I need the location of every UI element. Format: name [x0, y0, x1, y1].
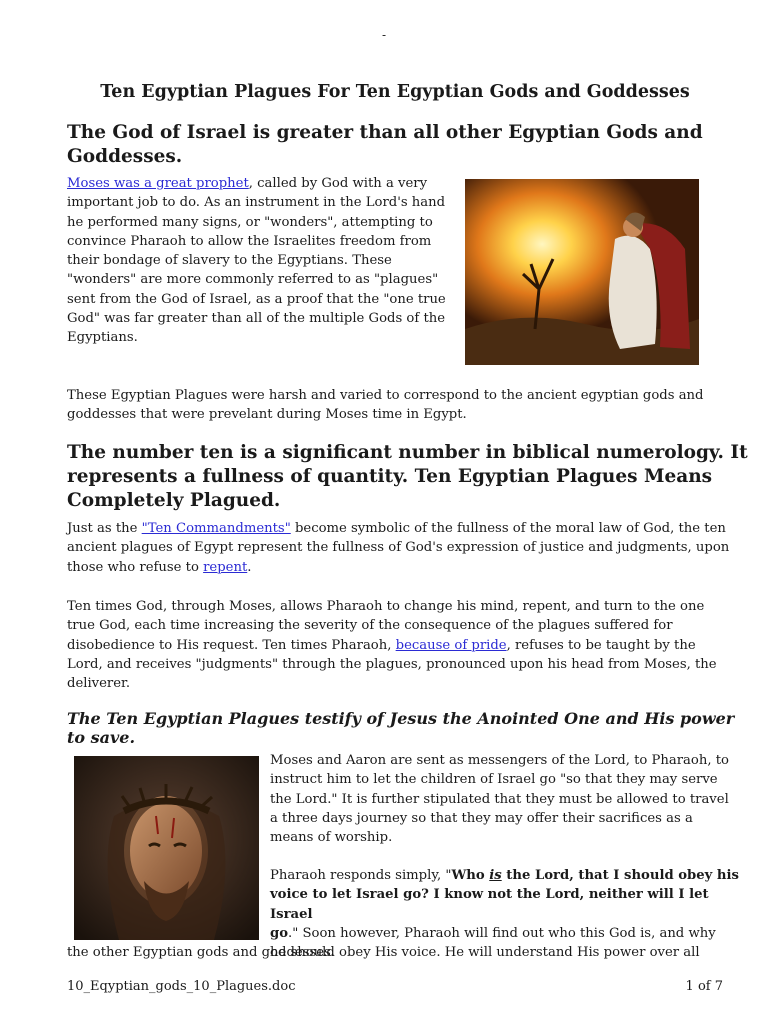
text: Who — [451, 868, 490, 883]
text: instruct him to let the children of Israel go "so that they may serve — [270, 772, 718, 788]
text: Moses and Aaron are sent as messengers of the Lord, to Pharaoh, to — [270, 753, 729, 768]
text: Just as the — [67, 521, 142, 536]
moses-prophet-link[interactable]: Moses was a great prophet — [67, 176, 249, 191]
text: the other Egyptian gods and goddesses. — [67, 945, 335, 960]
text: , refuses to be taught by the — [506, 637, 696, 653]
text: Ten times God, through Moses, allows Pharaoh to change his mind, repent, and turn to the one — [67, 599, 705, 614]
text: voice to let Israel go? I know not the Lord, neither will I let Israel — [270, 887, 709, 922]
section2-paragraph-1 — [67, 519, 757, 577]
text: true God, each time increasing the severity of the consequence of the plagues suffered for — [67, 618, 673, 634]
text: Pharaoh responds simply, " — [270, 868, 452, 883]
section2-heading-line: represents a fullness of quantity. Ten Egyptian Plagues Means — [67, 466, 713, 487]
section1-line: sent from the God of Israel, as a proof that the "one true — [67, 291, 446, 307]
section1-para2-line: These Egyptian Plagues were harsh and varied to correspond to the ancient egyptian gods and — [67, 388, 704, 403]
text: those who refuse to — [67, 559, 204, 575]
footer-page-number: 1 of 7 — [685, 979, 723, 994]
section1-heading-line1: The God of Israel is greater than all other Egyptian Gods and — [67, 122, 703, 143]
text: become symbolic of the fullness of the moral law of God, the ten — [290, 521, 726, 536]
text: . — [247, 559, 252, 575]
section3-paragraph-1 — [270, 751, 740, 847]
text: means of worship. — [270, 830, 393, 846]
text: Lord, and receives "judgments" through the plagues, pronounced upon his head from Moses, the — [67, 656, 717, 672]
section2-paragraph-2 — [67, 597, 757, 693]
emphasis-is: is — [489, 868, 502, 883]
section1-line: "wonders" are more commonly referred to as "plagues" — [67, 272, 439, 288]
document-title: Ten Egyptian Plagues For Ten Egyptian Gods and Goddesses — [100, 82, 690, 102]
section3-last-line — [67, 943, 747, 962]
footer-filename: 10_Eqyptian_gods_10_Plagues.doc — [67, 979, 296, 994]
section1-para2-line: goddesses that were prevelant during Moses time in Egypt. — [67, 407, 467, 423]
text: disobedience to His request. Ten times Pharaoh, — [67, 637, 396, 653]
header-mark: - — [381, 28, 387, 42]
section1-line: he performed many signs, or "wonders", attempting to — [67, 214, 433, 230]
because-of-pride-link[interactable]: because of pride — [395, 637, 507, 653]
section2-heading-line: Completely Plagued. — [67, 490, 281, 511]
section2-heading-line: The number ten is a significant number in biblical numerology. It — [67, 442, 748, 463]
text: the Lord, that I should obey his — [501, 868, 739, 883]
section1-line: their bondage of slavery to the Egyptians. These — [67, 253, 392, 269]
section1-paragraph-2 — [67, 386, 747, 425]
ten-commandments-link[interactable]: "Ten Commandments" — [141, 521, 291, 536]
burning-bush-image — [465, 179, 699, 365]
section1-paragraph — [67, 174, 452, 348]
section3-heading: The Ten Egyptian Plagues testify of Jesus the Anointed One and His power to save. — [67, 709, 735, 747]
section1-line: Egyptians. — [67, 330, 138, 346]
text: a three days journey so that they may offer their sacrifices as a — [270, 810, 693, 826]
text: deliverer. — [67, 676, 131, 692]
section1-line: convince Pharaoh to allow the Israelites freedom from — [67, 233, 432, 249]
section2-heading — [67, 441, 757, 513]
text: go — [270, 925, 289, 941]
text: ." Soon however, Pharaoh will find out who this God is, and why — [288, 925, 716, 941]
section1-line: God" was far greater than all of the multiple Gods of the — [67, 311, 446, 327]
crown-of-thorns-image — [74, 756, 259, 940]
section1-line: important job to do. As an instrument in the Lord's hand — [67, 195, 446, 211]
text: the Lord." It is further stipulated that they must be allowed to travel — [270, 791, 729, 807]
text: ancient plagues of Egypt represent the fullness of God's expression of justice and judgments, upon — [67, 540, 730, 556]
section1-line: , called by God with a very — [248, 176, 428, 191]
section1-heading-line2: Goddesses. — [67, 146, 183, 167]
repent-link[interactable]: repent — [203, 559, 248, 575]
text: he should obey His voice. He will understand His power over all — [270, 945, 700, 961]
section1-heading — [67, 121, 707, 169]
